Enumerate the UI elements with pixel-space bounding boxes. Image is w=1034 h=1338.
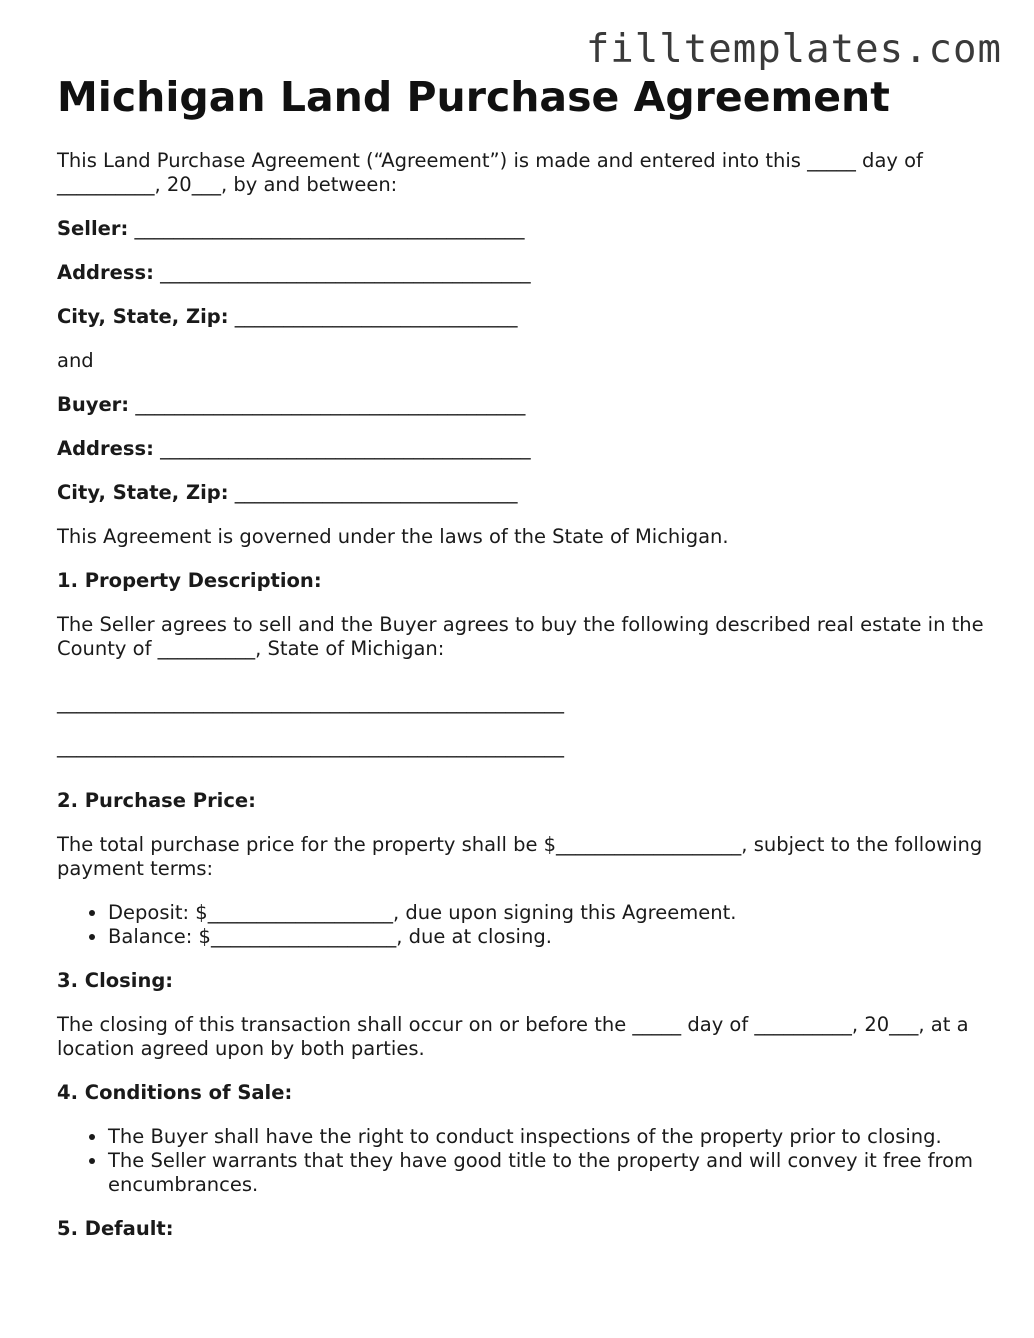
buyer-csz-label: City, State, Zip: xyxy=(57,481,229,505)
buyer-name-field xyxy=(57,393,997,417)
list-item: • The Buyer shall have the right to conduct inspections of the property prior to closing. xyxy=(108,1125,997,1149)
document-page xyxy=(57,74,997,1241)
section-closing-text: The closing of this transaction shall occur on or before the _____ day of __________, 20___, at a location agreed upon by both parties. xyxy=(57,1013,969,1061)
governing-law-text: This Agreement is governed under the laws of the State of Michigan. xyxy=(57,525,729,549)
buyer-address-label: Address: xyxy=(57,437,154,461)
seller-csz-blank[interactable]: _____________________________ xyxy=(234,305,518,329)
conditions-list xyxy=(57,1125,997,1197)
section-conditions-heading: 4. Conditions of Sale: xyxy=(57,1081,293,1105)
section-price-heading: 2. Purchase Price: xyxy=(57,789,256,813)
buyer-name-blank[interactable]: ________________________________________ xyxy=(135,393,526,417)
and-text: and xyxy=(57,349,94,373)
section-closing-heading: 3. Closing: xyxy=(57,969,174,993)
seller-name-label: Seller: xyxy=(57,217,129,241)
payment-terms-list xyxy=(57,901,997,949)
seller-address-field xyxy=(57,261,997,285)
section-default-heading: 5. Default: xyxy=(57,1217,174,1241)
property-description-line-2[interactable]: ____________________________________________________ xyxy=(57,735,564,759)
list-item: • Deposit: $___________________, due upon signing this Agreement. xyxy=(108,901,997,925)
seller-address-blank[interactable]: ______________________________________ xyxy=(160,261,531,285)
list-item: • The Seller warrants that they have good title to the property and will convey it free from encumbrances. xyxy=(108,1149,997,1197)
section-price-text: The total purchase price for the property shall be $___________________, subject to the following payment terms: xyxy=(57,833,983,881)
seller-csz-field xyxy=(57,305,997,329)
intro-paragraph: This Land Purchase Agreement (“Agreement”) is made and entered into this _____ day of __________, 20___, by and between: xyxy=(57,149,923,197)
buyer-address-field xyxy=(57,437,997,461)
list-item: • Balance: $___________________, due at closing. xyxy=(108,925,997,949)
buyer-csz-blank[interactable]: _____________________________ xyxy=(234,481,518,505)
buyer-address-blank[interactable]: ______________________________________ xyxy=(160,437,531,461)
seller-name-field xyxy=(57,217,997,241)
seller-name-blank[interactable]: ________________________________________ xyxy=(134,217,525,241)
seller-csz-label: City, State, Zip: xyxy=(57,305,229,329)
site-watermark: filltemplates.com xyxy=(585,27,1002,72)
document-title: Michigan Land Purchase Agreement xyxy=(57,73,890,121)
buyer-csz-field xyxy=(57,481,997,505)
seller-address-label: Address: xyxy=(57,261,154,285)
section-property-heading: 1. Property Description: xyxy=(57,569,322,593)
property-description-line-1[interactable]: ____________________________________________________ xyxy=(57,691,564,715)
section-property-text: The Seller agrees to sell and the Buyer agrees to buy the following described real estate in the County of __________, State of Michigan: xyxy=(57,613,984,661)
buyer-name-label: Buyer: xyxy=(57,393,130,417)
